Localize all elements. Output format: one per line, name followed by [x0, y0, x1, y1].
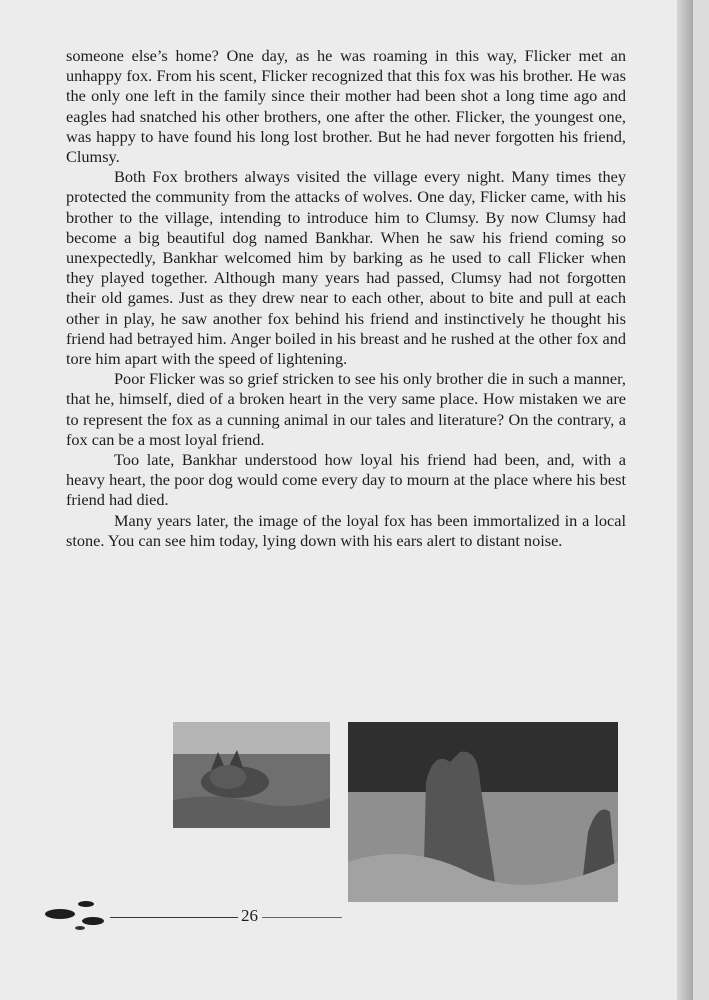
- story-text: [66, 46, 626, 551]
- paragraph-3: Poor Flicker was so grief stricken to see his only brother die in such a manner, that he, himself, died of a broken heart in the very same place. How mistaken we are to represent the fox as a cunning animal in our tales and literature? On the contrary, a fox can be a most loyal friend.: [66, 369, 626, 449]
- paragraph-4: Too late, Bankhar understood how loyal his friend had been, and, with a heavy heart, the poor dog would come every day to mourn at the place where his best friend had died.: [66, 450, 626, 510]
- fox-stone-photo: [348, 722, 618, 902]
- paragraph-5: Many years later, the image of the loyal fox has been immortalized in a local stone. You can see him today, lying down with his ears alert to distant noise.: [66, 510, 626, 550]
- footer-rule-left: [110, 917, 238, 918]
- page-number: 26: [241, 906, 258, 925]
- paragraph-2: Both Fox brothers always visited the village every night. Many times they protected the community from the attacks of wolves. One day, Flicker came, with his brother to the village, intending to introduce him to Clumsy. By now Clumsy had become a big beautiful dog named Bankhar. When he saw his friend coming so unexpectedly, Bankhar welcomed him by barking as he used to call Flicker when they played together. Although many years had passed, Clumsy had not forgotten their old games. Just as they drew near to each other, about to bite and pull at each other in play, he saw another fox behind his friend and instinctively he thought his friend had betrayed him. Anger boiled in his breast and he rushed at the other fox and tore him apart with the speed of lightening.: [66, 167, 626, 369]
- fox-photo: [173, 722, 330, 828]
- paragraph-1: someone else’s home? One day, as he was roaming in this way, Flicker met an unhappy fox. From his scent, Flicker recognized that this fox was his brother. He was the only one left in the family since their mother had been shot a long time ago and eagles had snatched his other brothers, one after the other. Flicker, the youngest one, was happy to have found his long lost brother. But he had never forgotten his friend, Clumsy.: [66, 46, 626, 167]
- footer-dots-ornament: [40, 895, 120, 935]
- footer-rule-right: [262, 917, 342, 918]
- page-edge-shadow: [677, 0, 693, 1000]
